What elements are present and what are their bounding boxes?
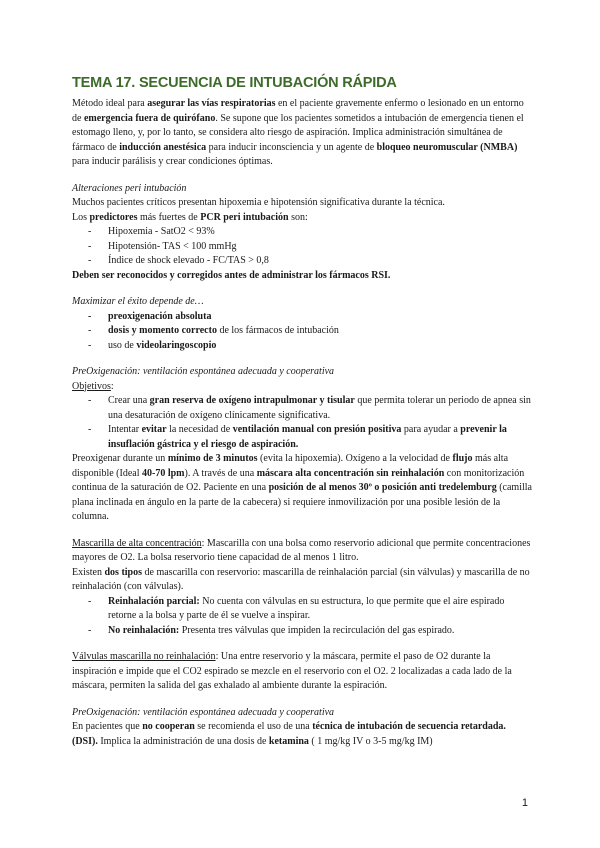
paragraph: Preoxigenar durante un mínimo de 3 minutos (evita la hipoxemia). Oxígeno a la velocidad de flujo más alta disponible (Ideal 40-70 lpm). A través de una máscara alta concentración sin reinhalación con monitorización continua de la saturación de O2. Paciente en una posición de al menos 30º o posición anti tredelemburg (camilla plana inclinada en ángulo en la parte de la cabecera) si requiere inmovilización por una posible lesión de la columna. — [72, 453, 532, 522]
paragraph: Existen dos tipos de mascarilla con reservorio: mascarilla de reinhalación parcial (sin válvulas) y mascarilla de no reinhalación (con válvulas). — [72, 566, 530, 592]
section-heading-maximizar: Maximizar el éxito depende de… — [72, 296, 204, 307]
list-objetivos — [72, 394, 534, 452]
list-item: - Intentar evitar la necesidad de ventilación manual con presión positiva para ayudar a prevenir la insuflación gástrica y el riesgo de aspiración. — [88, 424, 507, 450]
list-predictores — [72, 225, 534, 269]
section-heading-preoxigenacion-2: PreOxigenación: ventilación espontánea adecuada y cooperativa — [72, 706, 335, 718]
list-item: - dosis y momento correcto de los fármacos de intubación — [88, 325, 339, 336]
page-title: TEMA 17. SECUENCIA DE INTUBACIÓN RÁPIDA — [72, 75, 397, 91]
list-item: - Índice de shock elevado - FC/TAS > 0,8 — [88, 255, 269, 266]
section-heading-alteraciones: Alteraciones peri intubación — [72, 182, 187, 194]
paragraph: Deben ser reconocidos y corregidos antes de administrar los fármacos RSI. — [72, 269, 391, 281]
paragraph: En pacientes que no cooperan se recomienda el uso de una técnica de intubación de secuencia retardada. (DSI). Implica la administración de una dosis de ketamina ( 1 mg/kg IV o 3-5 mg/kg IM) — [72, 721, 506, 747]
section-heading-preoxigenacion: PreOxigenación: ventilación espontánea adecuada y cooperativa — [72, 366, 335, 377]
paragraph: Los predictores más fuertes de PCR peri intubación son: — [72, 211, 308, 223]
list-item: - Hipotensión- TAS < 100 mmHg — [88, 240, 237, 252]
page-number: 1 — [521, 797, 528, 809]
list-item: - uso de videolaringoscopio — [88, 339, 217, 351]
intro-paragraph: Método ideal para asegurar las vías respiratorias en el paciente gravemente enfermo o lesionado en un entorno de emergencia fuera de quirófano. Se supone que los pacientes sometidos a intubación de emergencia tienen el estomago lleno, y, por lo tanto, se considera alto riesgo de aspiración. Implica administración simultánea de fármaco de inducción anestésica para inducir inconsciencia y un agente de bloqueo neuromuscular (NMBA) para inducir parálisis y crear condiciones óptimas. — [72, 98, 524, 167]
list-exito — [72, 310, 534, 354]
paragraph: Muchos pacientes críticos presentan hipoxemia e hipotensión significativa durante la técnica. — [72, 197, 445, 208]
list-item: - No reinhalación: Presenta tres válvulas que impiden la recirculación del gas espirado. — [88, 624, 455, 636]
list-item: - Crear una gran reserva de oxígeno intrapulmonar y tisular que permita tolerar un periodo de apnea sin una desaturación de oxígeno clínicamente significativa. — [88, 395, 531, 421]
objetivos-label: Objetivos: — [72, 380, 114, 392]
paragraph-mascarilla: Mascarilla de alta concentración: Mascarilla con una bolsa como reservorio adicional que permite concentraciones mayores de O2. La bolsa reservorio tiene capacidad de al menos 1 litro. — [72, 537, 531, 563]
list-item: - preoxigenación absoluta — [88, 310, 212, 322]
list-item: - Hipoxemia - SatO2 < 93% — [88, 226, 215, 237]
list-item: - Reinhalación parcial: No cuenta con válvulas en su estructura, lo que permite que el aire espirado retorne a la bolsa y parte de él se vuelve a inspirar. — [88, 595, 505, 621]
document-page — [72, 74, 534, 749]
list-tipos — [72, 595, 534, 639]
paragraph-valvulas: Válvulas mascarilla no reinhalación: Una entre reservorio y la máscara, permite el paso de O2 durante la inspiración e impide que el CO2 espirado se mezcle en el reservorio con el O2. 2 localizadas a cada lado de la máscara, permiten la salida del gas exhalado al ambiente durante la espiración. — [72, 651, 512, 691]
